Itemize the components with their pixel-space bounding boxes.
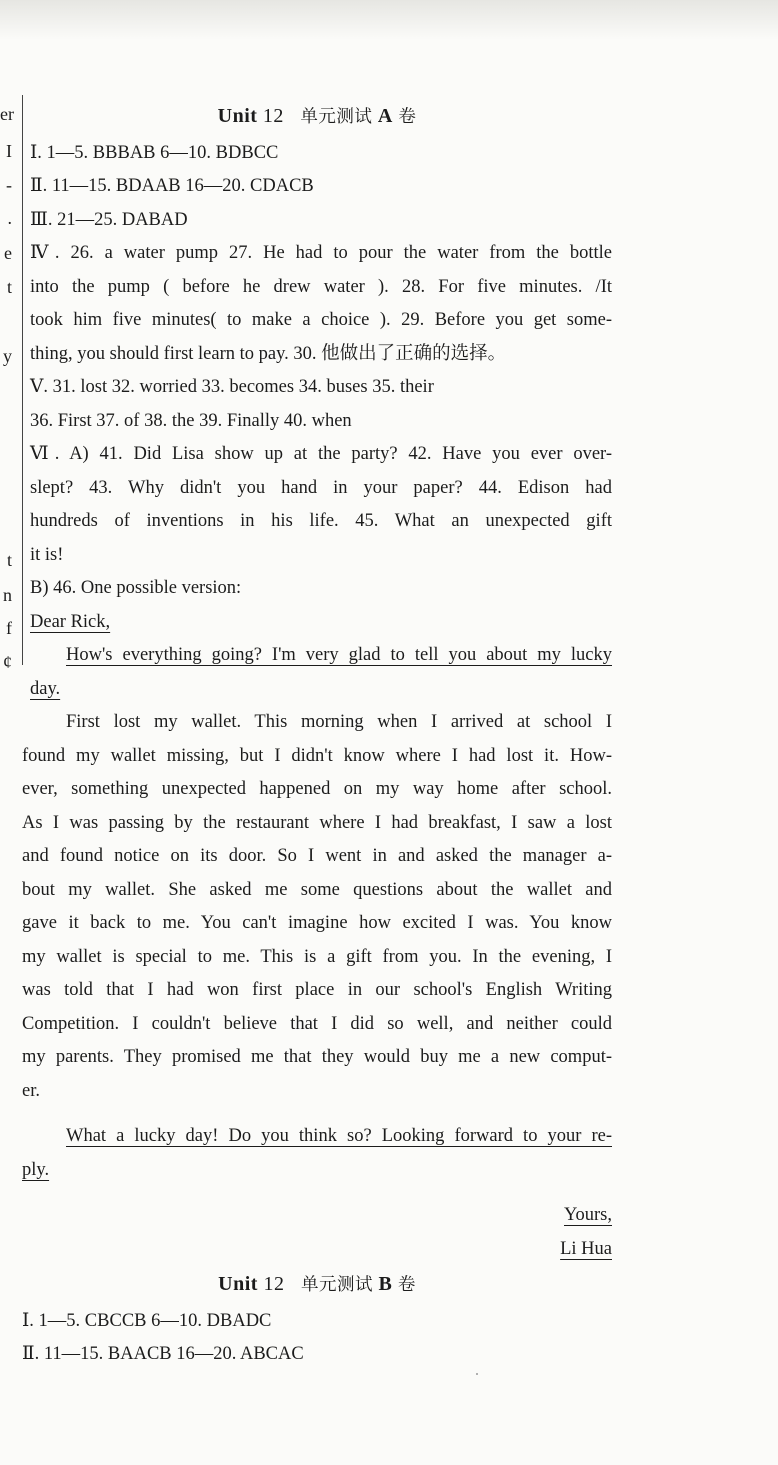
answer-line: Ⅰ. 1—5. CBCCB 6—10. DBADC	[22, 1310, 272, 1331]
answer-line: thing, you should first learn to pay. 30. 他做出了正确的选择。	[30, 343, 507, 364]
margin-fragment: er	[0, 104, 14, 124]
letter-opening-line: day.	[30, 678, 61, 699]
margin-fragment: y	[3, 346, 12, 366]
letter-opening-line: How's everything going? I'm very glad to tell you about my lucky	[66, 645, 612, 665]
page-top-shadow	[0, 0, 778, 40]
letter-body-line: and found notice on its door. So I went in and asked the manager a-	[22, 846, 612, 866]
margin-fragment: t	[6, 277, 12, 297]
margin-fragment: t	[6, 550, 12, 570]
margin-fragment: e	[4, 243, 12, 263]
letter-body-line: ever, something unexpected happened on my way home after school.	[22, 779, 612, 799]
letter-closing-line: What a lucky day! Do you think so? Looking forward to your re-	[66, 1126, 612, 1146]
answer-line: 36. First 37. of 38. the 39. Finally 40. when	[30, 410, 352, 431]
answer-line: B) 46. One possible version:	[30, 578, 242, 598]
answer-line: it is!	[30, 544, 64, 565]
answer-line: Ⅵ. A) 41. Did Lisa show up at the party? 42. Have you ever over-	[30, 444, 612, 464]
letter-body-line: bout my wallet. She asked me some questions about the wallet and	[22, 879, 612, 900]
margin-fragment: I	[6, 141, 12, 161]
answer-line: hundreds of inventions in his life. 45. What an unexpected gift	[30, 511, 612, 531]
letter-body-line: found my wallet missing, but I didn't know where I had lost it. How-	[22, 745, 612, 766]
margin-fragment: ¢	[3, 652, 12, 672]
letter-body-line: As I was passing by the restaurant where I had breakfast, I saw a lost	[22, 812, 612, 833]
section-b-title: Unit 12 单元测试 B 卷	[218, 1273, 416, 1295]
letter-signoff: Yours,	[564, 1205, 612, 1225]
letter-body-line: was told that I had won first place in our school's English Writing	[22, 980, 612, 1000]
answer-key-content	[22, 100, 612, 1372]
letter-body-line: er.	[22, 1080, 40, 1101]
answer-line: Ⅴ. 31. lost 32. worried 33. becomes 34. buses 35. their	[30, 377, 434, 397]
scan-speck	[476, 1373, 478, 1375]
answer-line: Ⅱ. 11—15. BAACB 16—20. ABCAC	[22, 1344, 304, 1364]
letter-signature: Li Hua	[560, 1238, 612, 1259]
answer-line: Ⅲ. 21—25. DABAD	[30, 209, 188, 230]
answer-line: slept? 43. Why didn't you hand in your paper? 44. Edison had	[30, 477, 612, 498]
answer-line: into the pump ( before he drew water ). 28. For five minutes. /It	[30, 276, 612, 297]
answer-line: Ⅳ. 26. a water pump 27. He had to pour the water from the bottle	[30, 243, 612, 263]
letter-body-line: my wallet is special to me. This is a gift from you. In the evening, I	[22, 946, 612, 967]
margin-fragment: n	[3, 585, 12, 605]
letter-closing-line: ply.	[22, 1159, 50, 1180]
letter-body-line: gave it back to me. You can't imagine how excited I was. You know	[22, 913, 612, 933]
margin-fragment: -	[6, 175, 12, 195]
answer-line: Ⅰ. 1—5. BBBAB 6—10. BDBCC	[30, 142, 279, 163]
answer-line: Ⅱ. 11—15. BDAAB 16—20. CDACB	[30, 176, 314, 196]
margin-fragment: f	[6, 618, 12, 638]
section-a-title: Unit 12 单元测试 A 卷	[217, 105, 417, 127]
margin-fragment: .	[7, 208, 12, 228]
letter-body-line: First lost my wallet. This morning when I arrived at school I	[66, 712, 612, 732]
letter-body-line: Competition. I couldn't believe that I did so well, and neither could	[22, 1013, 612, 1034]
letter-greeting: Dear Rick,	[30, 611, 111, 632]
answer-line: took him five minutes( to make a choice ). 29. Before you get some-	[30, 310, 612, 330]
letter-body-line: my parents. They promised me that they would buy me a new comput-	[22, 1047, 612, 1067]
